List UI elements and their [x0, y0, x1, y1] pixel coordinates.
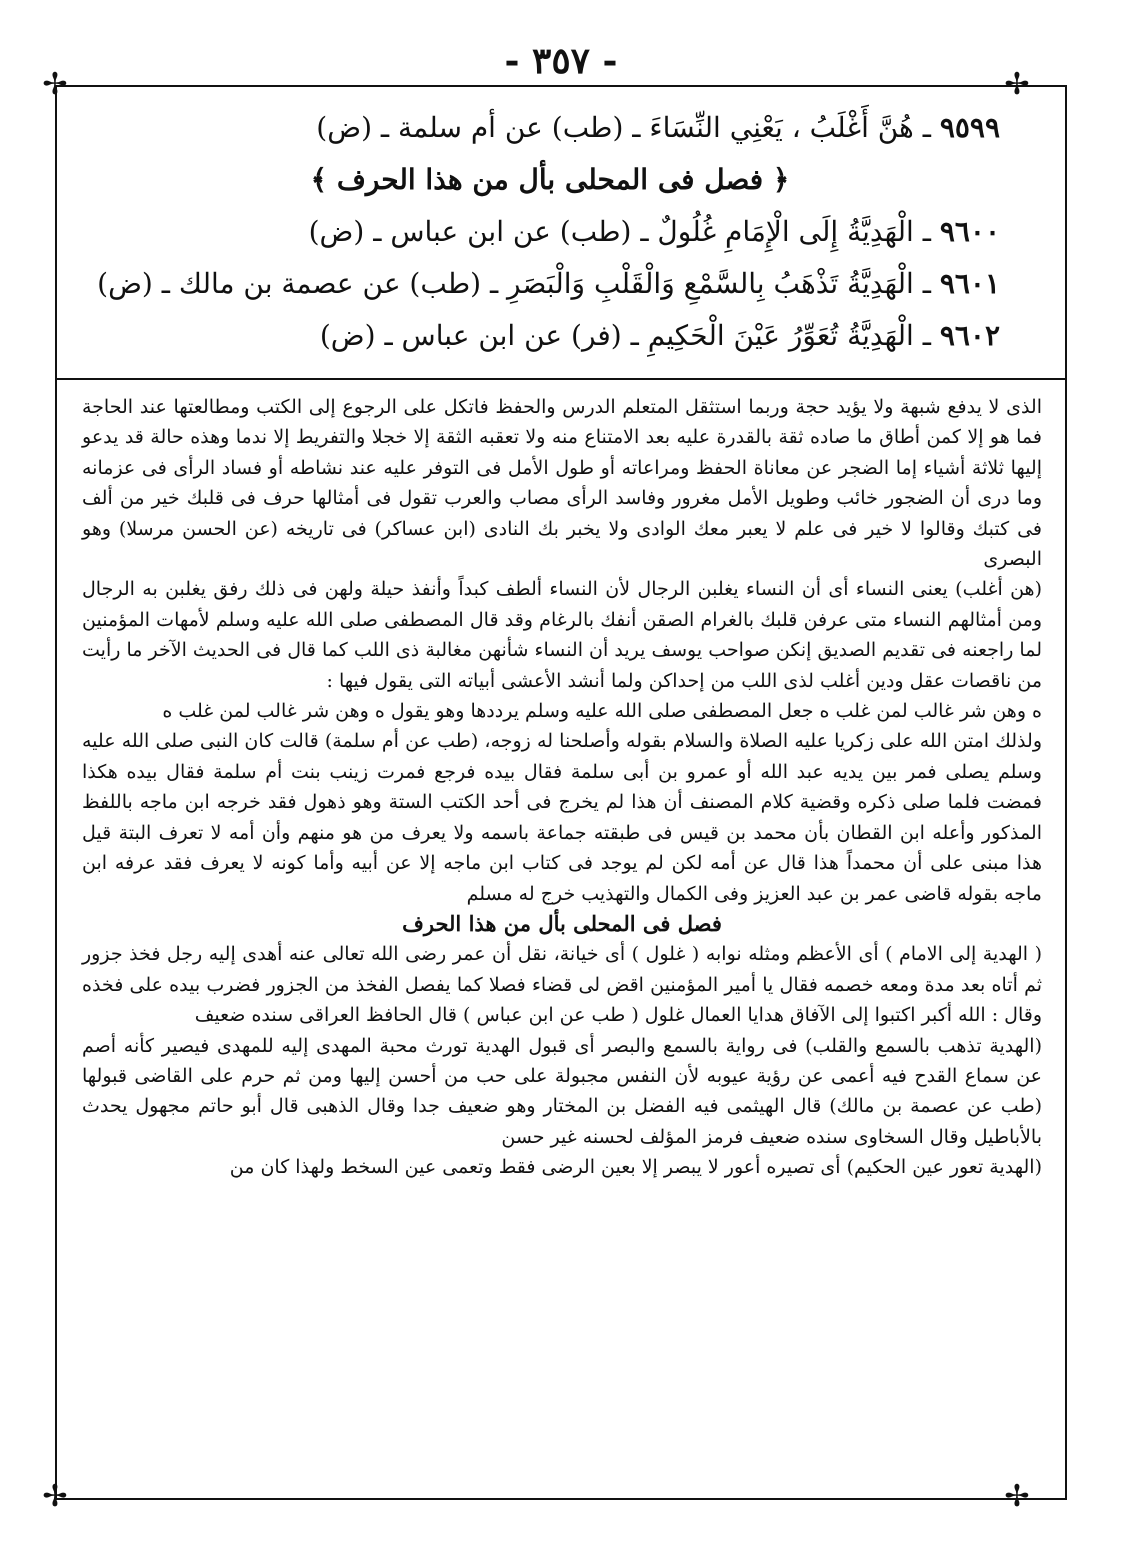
- section-divider: [55, 378, 1067, 380]
- commentary-paragraph: ولذلك امتن الله على زكريا عليه الصلاة والسلام بقوله وأصلحنا له زوجه، (طب عن أم سلمة) قالت كان النبى صلى الله عليه وسلم يصلى فمر بين يديه عبد الله أو عمرو بن أبى سلمة فقال بيده فرجع فمرت زينب بنت أم سلمة فقال بيده هكذا فمضت فلما صلى ذكره وقضية كلام المصنف أن هذا لم يخرج فى أحد الكتب الستة وهو ذهول فقد خرجه ابن ماجه باللفظ المذكور وأعله ابن القطان بأن محمد بن قيس فى طبقته جماعة باسمه ولا يعرف من هو منهم وأن أمه لا تعرف البتة قيل هذا مبنى على أن محمداً هذا قال عن أمه لكن لم يوجد فى كتاب ابن ماجه إلا عن أبيه وأما كونه لا يعرف فقد عرفه ابن ماجه بقوله قاضى عمر بن عبد العزيز وفى الكمال والتهذيب خرج له مسلم: [82, 730, 1042, 905]
- commentary-paragraph: (الهدية تذهب بالسمع والقلب) فى رواية بالسمع والبصر أى قبول الهدية تورث محبة المهدى إليه للمهدى فيصير كأنه أصم عن سماع القدح فيه أعمى عن رؤية عيوبه لأن النفس مجبولة على حب من أحسن إليها ومن ثم حرم على القاضى قبولها (طب عن عصمة بن مالك) قال الهيثمى فيه الفضل بن المختار وهو ضعيف جدا وقال الذهبى قال أبو حاتم مجهول يحدث بالأباطيل وقال السخاوى سنده ضعيف فرمز المؤلف لحسنه غير حسن: [82, 1034, 1042, 1148]
- hadith-line: ٩٥٩٩ ـ هُنَّ أَغْلَبُ ، يَعْنِي النِّسَاءَ ـ (طب) عن أم سلمة ـ (ض): [316, 111, 1000, 144]
- corner-ornament-icon: ✢: [1004, 1479, 1030, 1514]
- hadith-text: هُنَّ أَغْلَبُ ، يَعْنِي النِّسَاءَ ـ (طب) عن أم سلمة ـ (ض): [316, 111, 914, 144]
- commentary-paragraph: الذى لا يدفع شبهة ولا يؤيد حجة وربما استثقل المتعلم الدرس والحفظ فاتكل على الرجوع إلى الكتب ومطالعتها عند الحاجة فما هو إلا كمن أطاق ما صاده ثقة بالقدرة عليه بعد الامتناع منه ولا تعقبه الثقة إلا خجلا والتفريط إلا ندما وهذه حالة قد يدعو إليها ثلاثة أشياء إما الضجر عن معاناة الحفظ ومراعاته أو طول الأمل فى التوفر عليه عند نشاطه أو فساد الرأى فى عزمانه وما درى أن الضجور خائب وطويل الأمل مغرور وفاسد الرأى مصاب والعرب تقول فى أمثالها حرف فى قلبك خير من ألف فى كتبك وقالوا لا خير فى علم لا يعبر معك الوادى ولا يخبر بك النادى (ابن عساكر) فى تاريخه (عن الحسن مرسلا) وهو البصرى: [82, 396, 1042, 571]
- page-number: - ٣٥٧ -: [504, 40, 618, 82]
- hadith-text: الْهَدِيَّةُ تَذْهَبُ بِالسَّمْعِ وَالْقَلْبِ وَالْبَصَرِ ـ (طب) عن عصمة بن مالك ـ (ض): [97, 267, 914, 300]
- hadith-number: ٩٦٠٠: [939, 215, 1000, 248]
- hadith-text: الْهَدِيَّةُ إِلَى الْإِمَامِ غُلُولٌ ـ (طب) عن ابن عباس ـ (ض): [308, 215, 914, 248]
- commentary-paragraph: ( الهدية إلى الامام ) أى الأعظم ومثله نوابه ( غلول ) أى خيانة، نقل أن عمر رضى الله تعالى عنه أهدى إليه رجل فخذ جزور ثم أتاه بعد مدة ومعه خصمه فقال يا أمير المؤمنين اقض لى قضاء فصلا كما يفصل الفخذ من الجزور فضرب بيده على فخذه وقال : الله أكبر اكتبوا إلى الآفاق هدايا العمال غلول ( طب عن ابن عباس ) قال الحافظ العراقى سنده ضعيف: [82, 943, 1042, 1027]
- hadith-number: ٩٥٩٩: [939, 111, 1000, 144]
- corner-ornament-icon: ✢: [42, 1479, 68, 1514]
- hadith-number: ٩٦٠١: [939, 267, 1000, 300]
- corner-ornament-icon: ✢: [42, 67, 68, 102]
- verse-line: ه وهن شر غالب لمن غلب ه جعل المصطفى صلى الله عليه وسلم يرددها وهو يقول ه وهن شر غالب لمن غلب ه: [162, 700, 1042, 723]
- commentary-block: [82, 392, 1042, 1183]
- hadith-text: الْهَدِيَّةُ تُعَوِّرُ عَيْنَ الْحَكِيمِ ـ (فر) عن ابن عباس ـ (ض): [319, 319, 914, 352]
- hadith-line: ٩٦٠٠ ـ الْهَدِيَّةُ إِلَى الْإِمَامِ غُلُولٌ ـ (طب) عن ابن عباس ـ (ض): [308, 215, 1000, 248]
- commentary-paragraph: (هن أغلب) يعنى النساء أى أن النساء يغلبن الرجال لأن النساء ألطف كبداً وأنفذ حيلة ولهن فى ذلك رفق يغلبن به الرجال ومن أمثالهم النساء متى عرفن قلبك بالغرام الصقن أنفك بالرغام وقد قال المصطفى صلى الله عليه وسلم لأمهات المؤمنين لما راجعنه فى تقديم الصديق إنكن صواحب يوسف يريد أن النساء شأنهن مغالبة ذى اللب كما قال فى الحديث الآخر ما رأيت من ناقصات عقل ودين أغلب لذى اللب من إحداكن ولما أنشد الأعشى أبياته التى يقول فيها :: [82, 578, 1042, 692]
- commentary-paragraph: (الهدية تعور عين الحكيم) أى تصيره أعور لا يبصر إلا بعين الرضى فقط وتعمى عين السخط ولهذا كان من: [229, 1156, 1042, 1179]
- hadith-line: ٩٦٠٢ ـ الْهَدِيَّةُ تُعَوِّرُ عَيْنَ الْحَكِيمِ ـ (فر) عن ابن عباس ـ (ض): [319, 319, 1000, 352]
- section-heading: ﴿ فصل فى المحلى بأل من هذا الحرف ﴾: [310, 163, 790, 196]
- hadith-line: ٩٦٠١ ـ الْهَدِيَّةُ تَذْهَبُ بِالسَّمْعِ وَالْقَلْبِ وَالْبَصَرِ ـ (طب) عن عصمة بن مالك ـ (ض): [97, 267, 1000, 300]
- corner-ornament-icon: ✢: [1004, 67, 1030, 102]
- hadith-text-block: [97, 102, 1000, 362]
- commentary-section-heading: فصل فى المحلى بأل من هذا الحرف: [402, 910, 722, 936]
- hadith-number: ٩٦٠٢: [939, 319, 1000, 352]
